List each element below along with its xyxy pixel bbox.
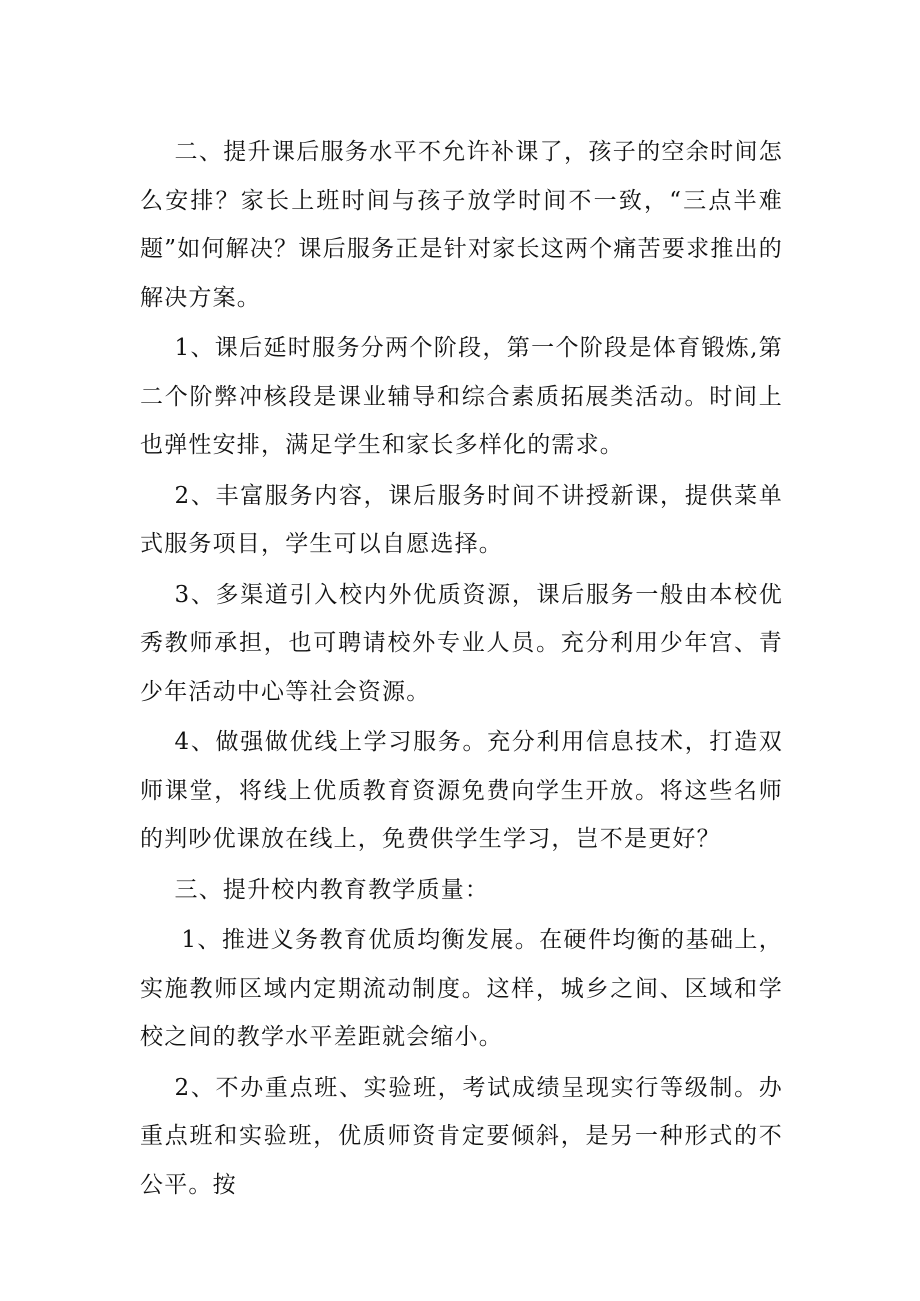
- document-page: [140, 128, 783, 1211]
- paragraph-item-2-no-key-classes: 2、不办重点班、实验班，考试成绩呈现实行等级制。办重点班和实验班，优质师资肯定要倾斜，是另一种形式的不公平。按: [140, 1074, 783, 1198]
- paragraph-item-1-delayed-service: 1、课后延时服务分两个阶段，第一个阶段是体育锻炼,第二个阶弊冲核段是课业辅导和综合素质拓展类活动。时间上也弹性安排，满足学生和家长多样化的需求。: [140, 335, 783, 458]
- paragraph-item-2-enrich-content: 2、丰富服务内容，课后服务时间不讲授新课，提供菜单式服务项目，学生可以自愿选择。: [140, 482, 783, 557]
- paragraph-after-school-service-heading: 二、提升课后服务水平不允许补课了，孩子的空余时间怎么安排？家长上班时间与孩子放学时间不一致，“三点半难题”如何解决？课后服务正是针对家长这两个痛苦要求推出的解决方案。: [140, 139, 783, 311]
- paragraph-item-1-balanced-development: 1、推进义务教育优质均衡发展。在硬件均衡的基础上，实施教师区域内定期流动制度。这样，城乡之间、区域和学校之间的教学水平差距就会缩小。: [140, 927, 783, 1050]
- paragraph-item-3-resources: 3、多渠道引入校内外优质资源，课后服务一般由本校优秀教师承担，也可聘请校外专业人员。充分利用少年宫、青少年活动中心等社会资源。: [140, 581, 783, 705]
- paragraph-item-4-online-learning: 4、做强做优线上学习服务。充分利用信息技术，打造双师课堂，将线上优质教育资源免费向学生开放。将这些名师的判吵优课放在线上，免费供学生学习，岂不是更好？: [140, 729, 783, 852]
- paragraph-teaching-quality-heading: 三、提升校内教育教学质量：: [174, 876, 490, 903]
